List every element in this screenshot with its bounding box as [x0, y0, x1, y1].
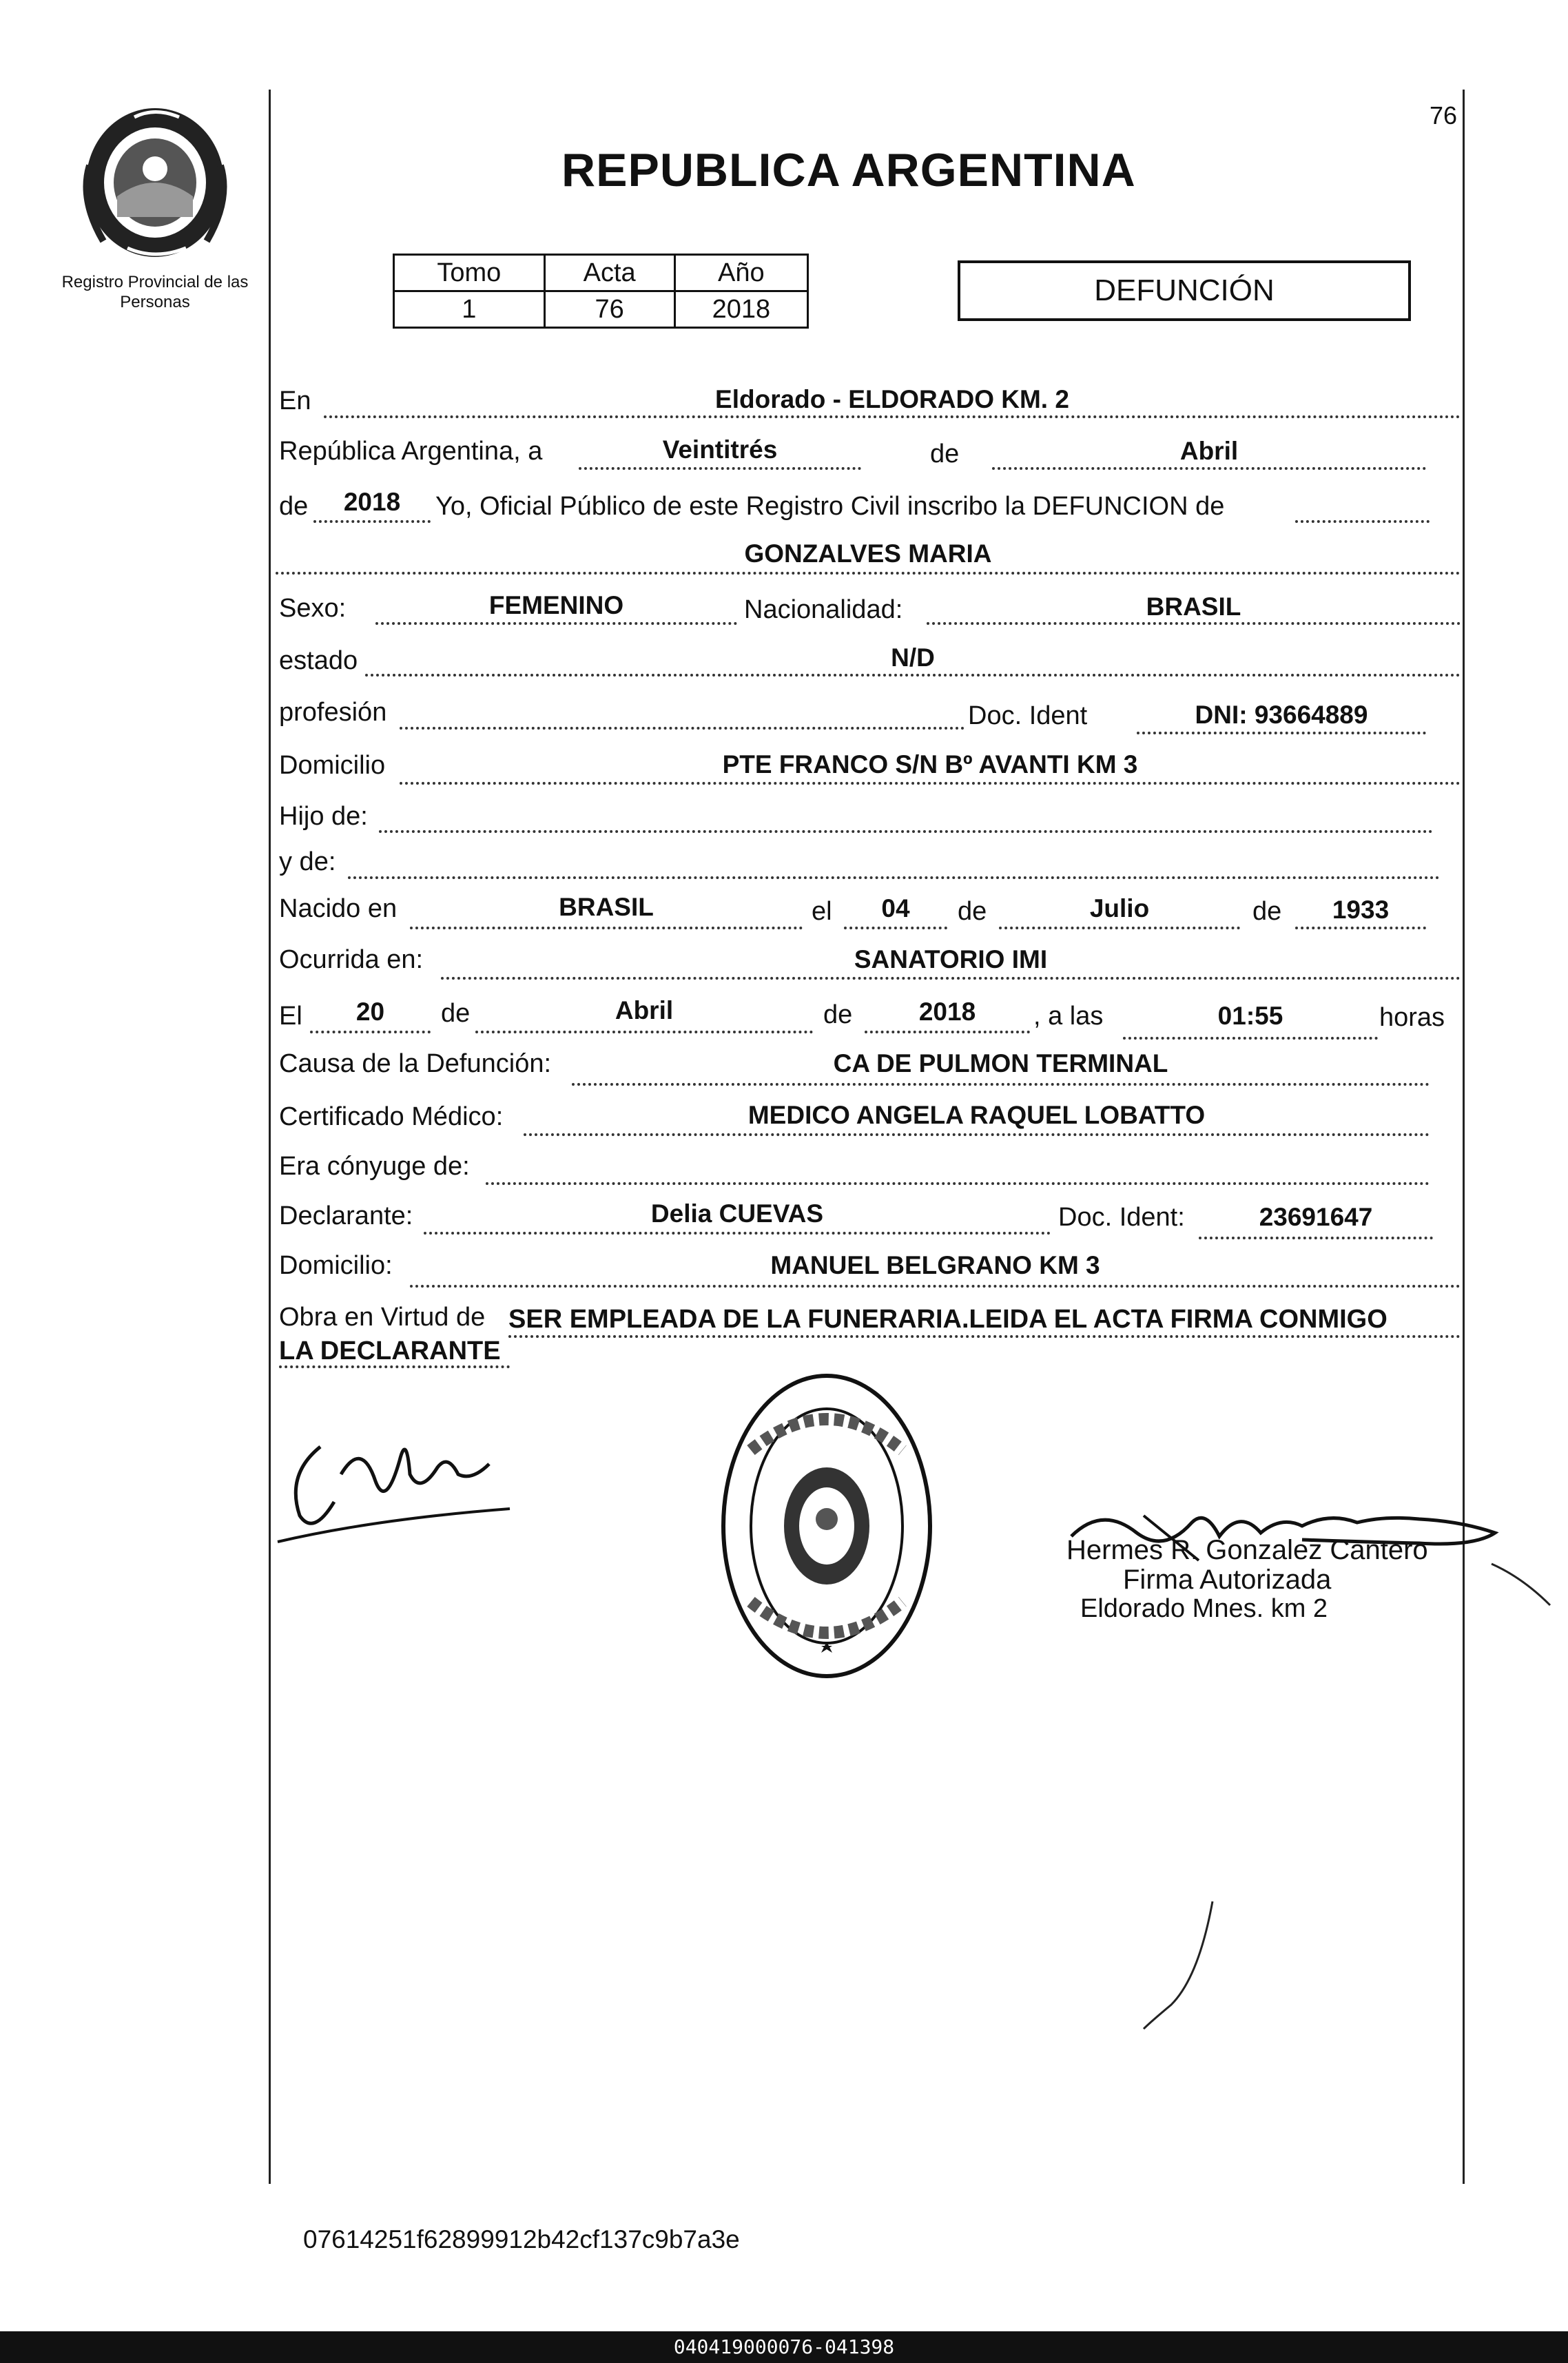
declarante-line [424, 1232, 1051, 1235]
causa-value: CA DE PULMON TERMINAL [833, 1049, 1168, 1077]
obra-value-2: LA DECLARANTE [279, 1337, 501, 1365]
de-label-5: de [441, 999, 471, 1028]
certificado-line [524, 1133, 1430, 1136]
declarante-label: Declarante: [279, 1201, 413, 1230]
horas-label: horas [1379, 1003, 1445, 1032]
month-value: Abril [1179, 437, 1239, 465]
obra-line-2 [279, 1365, 510, 1368]
deceased-name-line [276, 572, 1461, 575]
yde-line [348, 876, 1440, 879]
value-anio: 2018 [674, 291, 807, 328]
domicilio-label: Domicilio [279, 751, 386, 780]
hijo-line [379, 830, 1433, 833]
ocurrida-line [441, 977, 1461, 980]
birth-day-line [844, 927, 947, 929]
document-title: REPUBLICA ARGENTINA [561, 144, 1136, 196]
birth-month-value: Julio [1089, 894, 1150, 922]
doc-ident-value: DNI: 93664889 [1195, 701, 1368, 729]
doc-ident-line [1137, 732, 1426, 734]
header-tomo: Tomo [394, 255, 545, 291]
domicilio2-line [410, 1285, 1461, 1288]
nacionalidad-label: Nacionalidad: [744, 595, 903, 624]
record-type-box: DEFUNCIÓN [958, 260, 1411, 321]
death-month-line [475, 1031, 813, 1033]
official-stamp [716, 1368, 937, 1684]
day-words-value: Veintitrés [662, 435, 778, 464]
obra-line-1 [508, 1335, 1461, 1338]
causa-line [572, 1083, 1430, 1086]
birth-year-value: 1933 [1332, 896, 1390, 924]
page-number: 76 [1430, 101, 1458, 130]
birth-year-line [1295, 927, 1426, 929]
death-year-line [865, 1031, 1030, 1033]
official-location: Eldorado Mnes. km 2 [1080, 1594, 1328, 1623]
value-tomo: 1 [394, 291, 545, 328]
profesion-line [400, 727, 964, 730]
el2-label: El [279, 1002, 302, 1031]
death-day-value: 20 [355, 998, 385, 1026]
right-margin-line [1463, 90, 1465, 2184]
de-label-1: de [930, 440, 960, 468]
document-hash: 07614251f62899912b42cf137c9b7a3e [303, 2225, 740, 2253]
nacido-value: BRASIL [559, 893, 654, 921]
nacionalidad-value: BRASIL [1146, 592, 1241, 621]
nacionalidad-line [927, 622, 1461, 625]
hijo-label: Hijo de: [279, 802, 368, 831]
doc-ident-label: Doc. Ident [968, 701, 1088, 730]
de-label-3: de [958, 897, 987, 926]
causa-label: Causa de la Defunción: [279, 1049, 552, 1078]
alas-label: , a las [1033, 1002, 1104, 1031]
ocurrida-value: SANATORIO IMI [854, 945, 1048, 973]
yo-trail-line [1295, 520, 1430, 523]
death-time-line [1123, 1037, 1378, 1040]
doc-ident2-label: Doc. Ident: [1058, 1203, 1185, 1232]
declarant-signature [272, 1399, 520, 1550]
certificado-value: MEDICO ANGELA RAQUEL LOBATTO [747, 1101, 1206, 1129]
left-margin-line [269, 90, 271, 2184]
domicilio-value: PTE FRANCO S/N Bº AVANTI KM 3 [722, 750, 1138, 778]
certificado-label: Certificado Médico: [279, 1102, 504, 1131]
estado-line [365, 674, 1461, 677]
doc-ident2-line [1199, 1237, 1433, 1239]
nacido-line [410, 927, 803, 929]
obra-value-1: SER EMPLEADA DE LA FUNERARIA.LEIDA EL ACTA FIRMA CONMIGO [508, 1305, 1388, 1334]
death-year-value: 2018 [918, 998, 976, 1026]
estado-label: estado [279, 646, 358, 675]
republica-label: República Argentina, a [279, 437, 543, 466]
death-month-value: Abril [615, 996, 674, 1024]
year-value: 2018 [343, 488, 401, 516]
obra-label: Obra en Virtud de [279, 1303, 486, 1332]
footer-id-bar: 040419000076-041398 [0, 2331, 1568, 2363]
yde-label: y de: [279, 847, 336, 876]
nacido-label: Nacido en [279, 894, 398, 923]
birth-day-value: 04 [881, 894, 910, 922]
domicilio2-label: Domicilio: [279, 1251, 393, 1280]
sexo-value: FEMENINO [488, 591, 624, 619]
year-line [313, 520, 431, 523]
profesion-label: profesión [279, 698, 387, 727]
de-label-6: de [823, 1000, 853, 1029]
official-name: Hermes R. Gonzalez Cantero [1066, 1535, 1428, 1565]
en-line [324, 415, 1461, 418]
death-day-line [310, 1031, 431, 1033]
record-table-header-row [394, 255, 808, 291]
header-anio: Año [674, 255, 807, 291]
value-acta: 76 [544, 291, 674, 328]
declarante-value: Delia CUEVAS [650, 1199, 824, 1228]
misiones-emblem-logo [76, 103, 234, 262]
registry-name: Registro Provincial de las Personas [61, 273, 249, 311]
record-table-value-row [394, 291, 808, 328]
doc-ident2-value: 23691647 [1259, 1203, 1373, 1231]
sexo-line [375, 622, 737, 625]
header-acta: Acta [544, 255, 674, 291]
pen-mark-bottom [1137, 1895, 1219, 2032]
death-time-value: 01:55 [1217, 1002, 1283, 1030]
pen-mark-right [1488, 1557, 1557, 1612]
month-line [992, 467, 1426, 470]
day-words-line [579, 467, 861, 470]
deceased-name-value: GONZALVES MARIA [744, 539, 992, 568]
record-table [393, 254, 809, 329]
conyuge-label: Era cónyuge de: [279, 1152, 470, 1181]
domicilio2-value: MANUEL BELGRANO KM 3 [770, 1251, 1100, 1279]
conyuge-line [486, 1182, 1430, 1185]
birth-month-line [999, 927, 1240, 929]
sexo-label: Sexo: [279, 594, 347, 623]
yo-text: Yo, Oficial Público de este Registro Civil inscribo la DEFUNCION de [435, 492, 1225, 521]
de-label-2: de [279, 492, 309, 521]
en-label: En [279, 386, 311, 415]
en-value: Eldorado - ELDORADO KM. 2 [715, 385, 1069, 413]
domicilio-line [400, 782, 1461, 785]
ocurrida-label: Ocurrida en: [279, 945, 424, 974]
el-label: el [812, 897, 832, 926]
estado-value: N/D [891, 643, 935, 672]
de-label-4: de [1252, 897, 1282, 926]
official-role: Firma Autorizada [1123, 1565, 1332, 1595]
